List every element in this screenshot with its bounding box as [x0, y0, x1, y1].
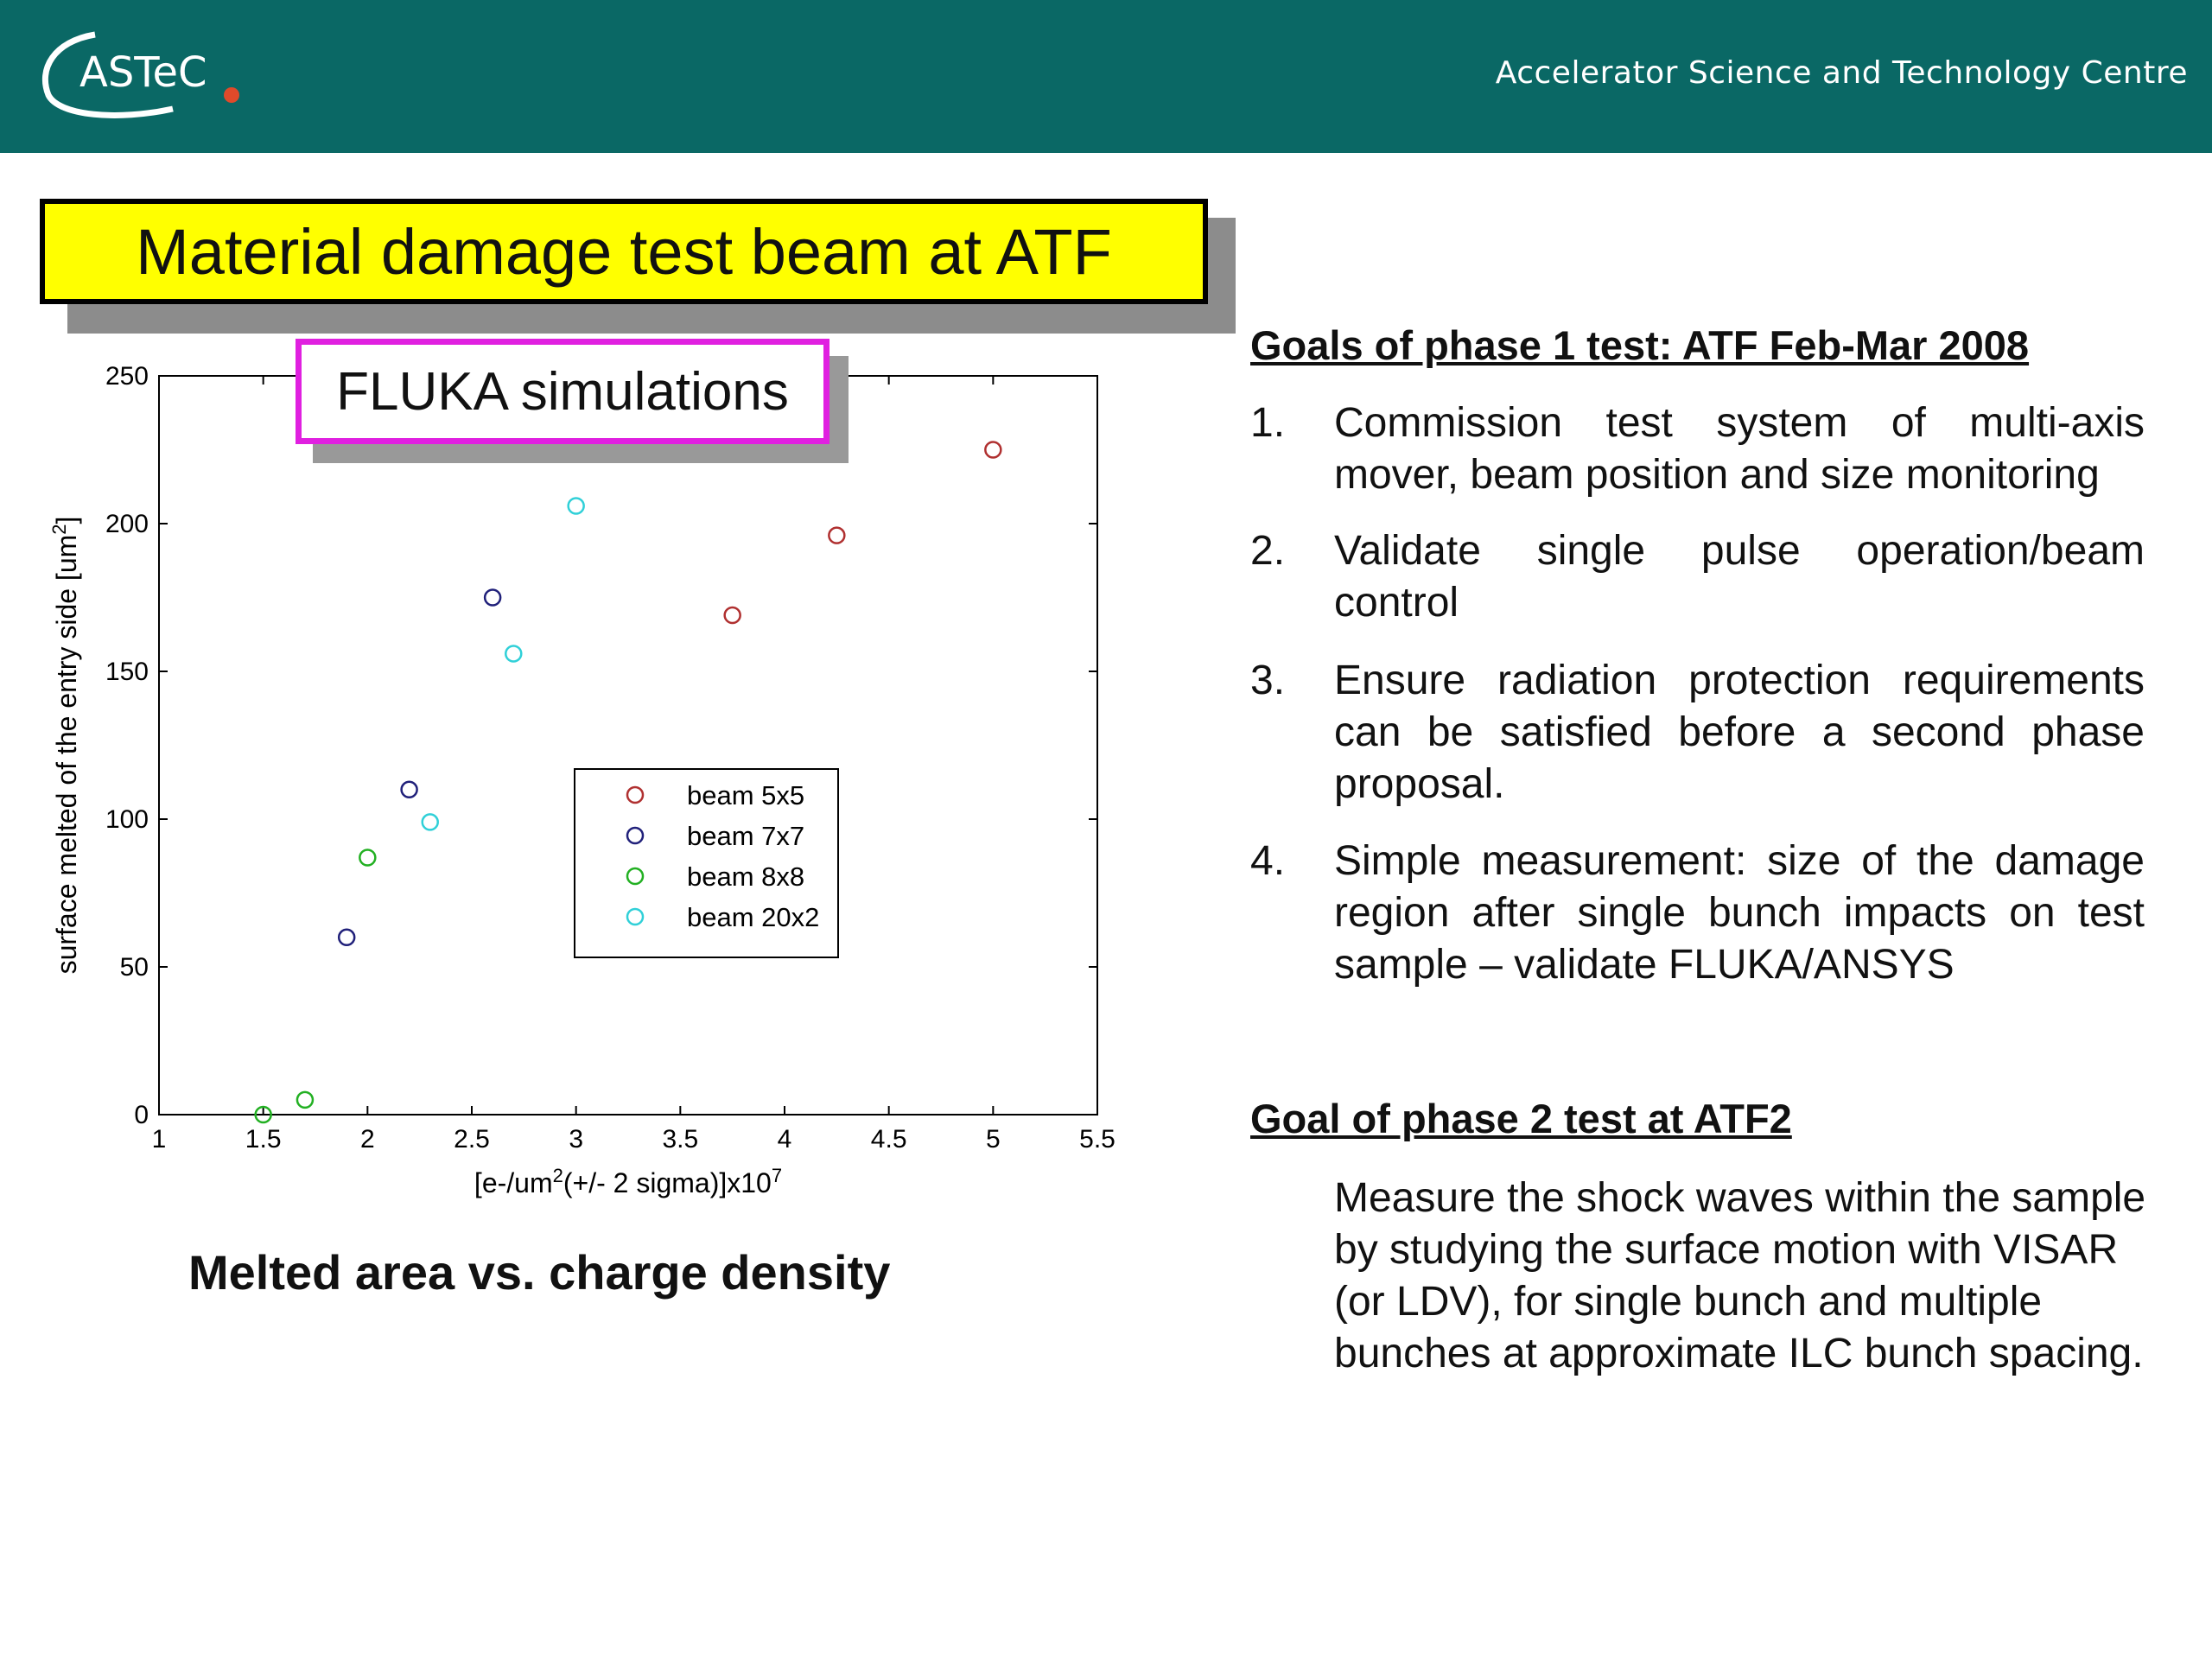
slide-title: Material damage test beam at ATF — [40, 199, 1208, 304]
logo-text: ASTeC — [79, 48, 207, 97]
goal-number: 3. — [1250, 658, 1286, 703]
y-tick-label: 100 — [105, 805, 149, 834]
y-tick-label: 50 — [119, 953, 149, 982]
goal-number: 2. — [1250, 528, 1286, 574]
legend-label: beam 8x8 — [687, 861, 805, 892]
phase2-text: Measure the shock waves within the sample by studying the surface motion with VISAR (or LDV), for single bunch and multiple bunches at approximate ILC bunch spacing. — [1334, 1175, 2146, 1376]
x-tick-label: 1.5 — [245, 1125, 282, 1154]
chart-caption: Melted area vs. charge density — [188, 1245, 891, 1300]
y-tick-label: 200 — [105, 510, 149, 538]
astec-logo — [35, 19, 259, 123]
legend-label: beam 5x5 — [687, 780, 805, 810]
y-tick-label: 0 — [134, 1101, 149, 1129]
inset-label: FLUKA simulations — [296, 339, 830, 444]
x-axis-label: [$e-/um^2(+/-$ 2 $sigma)]x10^7$ — [474, 1164, 783, 1198]
goal-text: Commission test system of multi-axis mover, beam position and size monitoring — [1334, 400, 2145, 498]
y-tick-label: 250 — [105, 362, 149, 391]
legend-label: beam 20x2 — [687, 902, 820, 932]
x-tick-label: 2.5 — [454, 1125, 490, 1154]
goal-text: Simple measurement: size of the damage region after single bunch impacts on test sample – validate FLUKA/ANSYS — [1334, 838, 2145, 988]
legend-label: beam 7x7 — [687, 821, 805, 851]
goal-number: 4. — [1250, 838, 1286, 884]
x-tick-label: 5.5 — [1079, 1125, 1116, 1154]
org-name: Accelerator Science and Technology Centre — [1495, 55, 2188, 91]
x-tick-label: 4 — [777, 1125, 792, 1154]
plot-border — [159, 376, 1097, 1115]
goal-text: Ensure radiation protection requirements can be satisfied before a second phase proposal. — [1334, 658, 2145, 807]
x-tick-label: 2 — [359, 1125, 375, 1154]
phase1-heading: Goals of phase 1 test: ATF Feb-Mar 2008 — [1250, 322, 2030, 368]
y-axis-label: surface melted of the entry side $[um^2]$ — [48, 516, 82, 975]
goal-text: Validate single pulse operation/beam control — [1334, 528, 2145, 626]
goal-number: 1. — [1250, 400, 1286, 446]
x-tick-label: 4.5 — [870, 1125, 907, 1154]
x-tick-label: 3.5 — [662, 1125, 699, 1154]
x-tick-label: 1 — [151, 1125, 167, 1154]
scatter-chart — [35, 328, 1175, 1236]
header-bar — [0, 0, 2212, 153]
x-tick-label: 3 — [569, 1125, 584, 1154]
y-tick-label: 150 — [105, 658, 149, 686]
phase2-heading: Goal of phase 2 test at ATF2 — [1250, 1096, 1792, 1141]
chart-legend — [575, 769, 838, 957]
plot-frame — [159, 376, 1097, 1115]
x-tick-label: 5 — [985, 1125, 1001, 1154]
